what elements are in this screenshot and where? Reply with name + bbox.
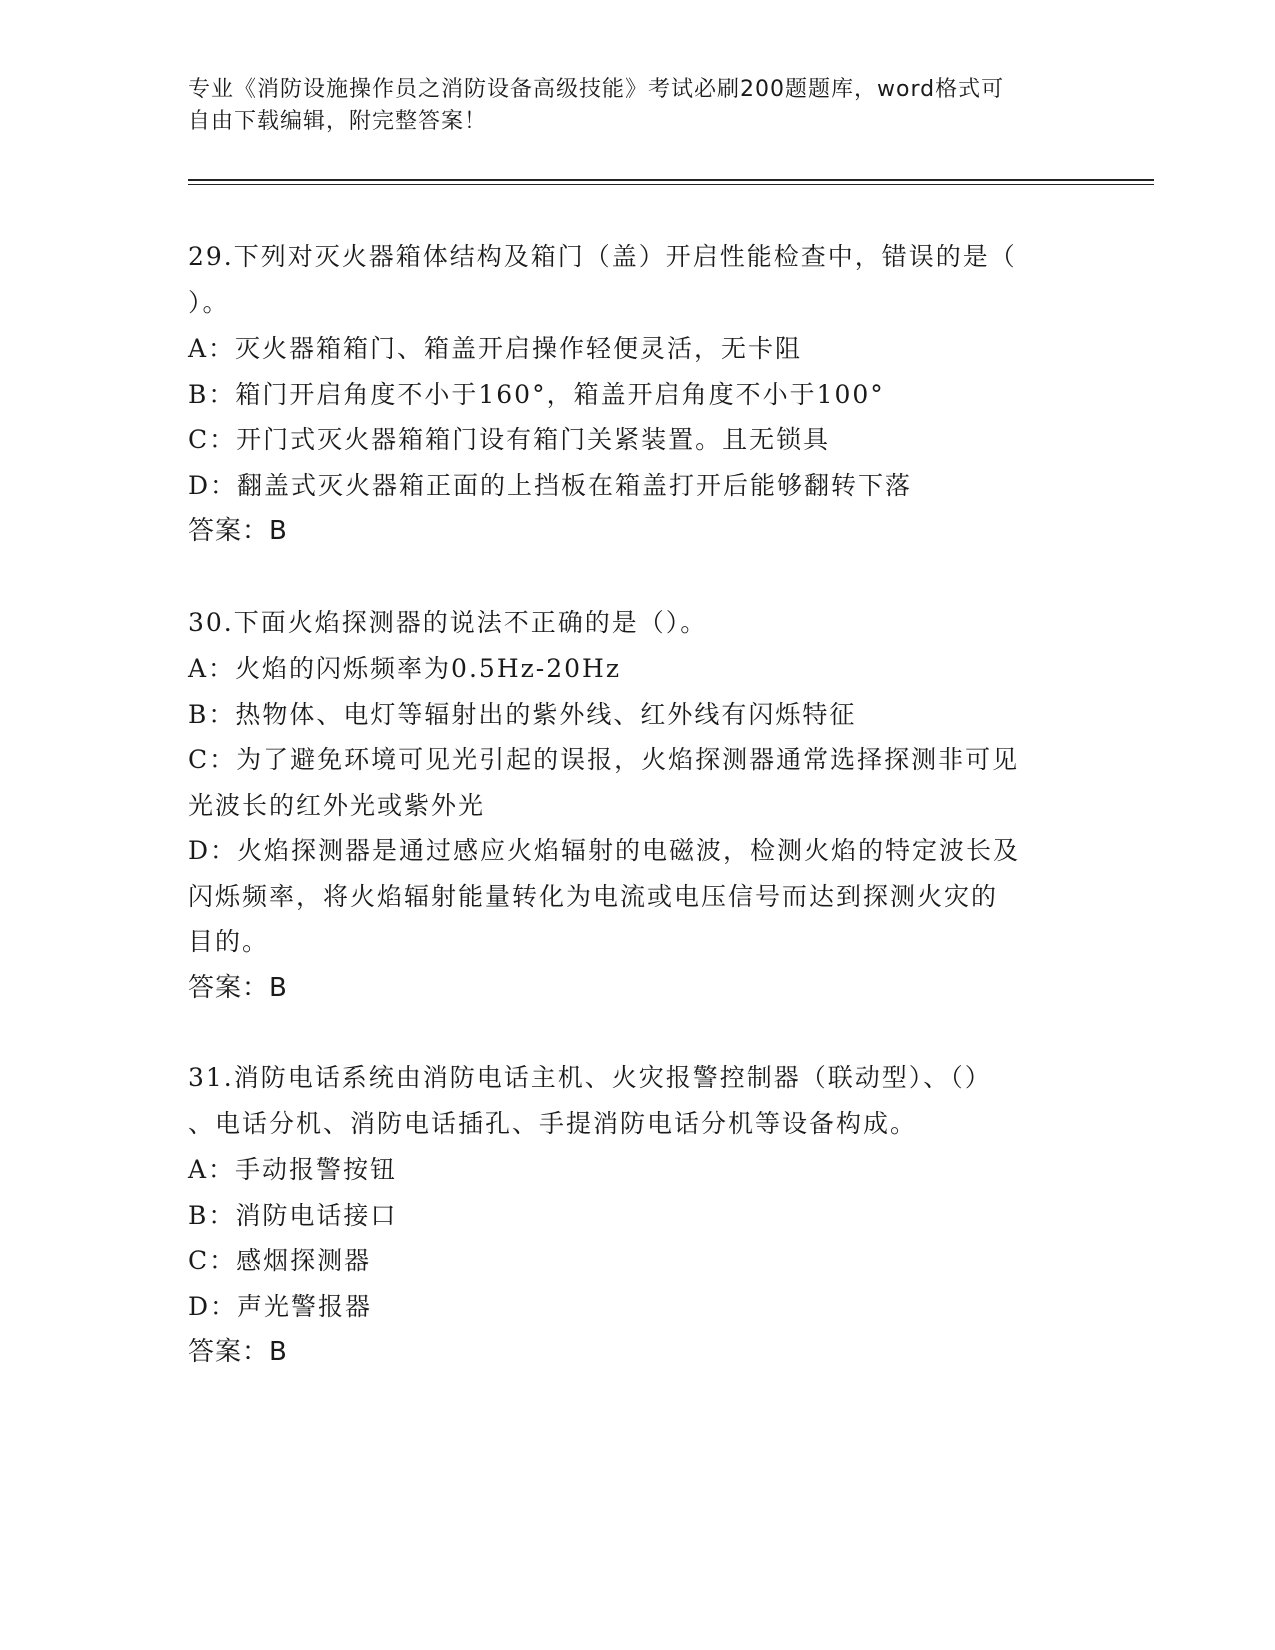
question-31 [188,1055,1078,1375]
option-d: D：翻盖式灭火器箱正面的上挡板在箱盖打开后能够翻转下落 [188,470,913,500]
option-a: A：手动报警按钮 [188,1155,398,1184]
document-header [188,74,1088,138]
option-b: B：热物体、电灯等辐射出的紫外线、红外线有闪烁特征 [188,699,857,729]
answer-line: 答案：B [188,516,288,546]
option-d-continued: 目的。 [188,927,270,956]
question-stem-line: 29.下列对灭火器箱体结构及箱门（盖）开启性能检查中，错误的是（ [188,242,1017,271]
question-stem-line: 、电话分机、消防电话插孔、手提消防电话分机等设备构成。 [188,1109,918,1138]
option-d: D：声光警报器 [188,1291,373,1321]
header-divider-thick [188,179,1154,181]
answer-line: 答案：B [188,1337,288,1367]
option-d-continued: 闪烁频率，将火焰辐射能量转化为电流或电压信号而达到探测火灾的 [188,881,999,911]
question-stem-line: 30.下面火焰探测器的说法不正确的是（）。 [188,608,708,637]
question-30 [188,600,1078,1011]
question-stem-line: ）。 [188,288,230,317]
option-c: C：感烟探测器 [188,1246,372,1275]
question-stem-line: 31.消防电话系统由消防电话主机、火灾报警控制器（联动型）、（） [188,1063,992,1092]
option-b: B：消防电话接口 [188,1200,398,1230]
header-divider-thin [188,184,1154,185]
option-a: A：灭火器箱箱门、箱盖开启操作轻便灵活，无卡阻 [188,334,803,363]
answer-line: 答案：B [188,972,288,1003]
question-29 [188,234,1078,554]
header-line-1: 专业《消防设施操作员之消防设备高级技能》考试必刷200题题库，word格式可 [188,77,1005,102]
option-a: A：火焰的闪烁频率为0.5Hz-20Hz [188,654,622,683]
header-line-2: 自由下载编辑，附完整答案！ [188,109,488,134]
option-b: B：箱门开启角度不小于160°，箱盖开启角度不小于100° [188,379,885,409]
option-c: C：为了避免环境可见光引起的误报，火焰探测器通常选择探测非可见 [188,745,1020,774]
option-d: D：火焰探测器是通过感应火焰辐射的电磁波，检测火焰的特定波长及 [188,836,1021,865]
option-c: C：开门式灭火器箱箱门设有箱门关紧装置。且无锁具 [188,425,831,454]
option-c-continued: 光波长的红外光或紫外光 [188,790,486,820]
